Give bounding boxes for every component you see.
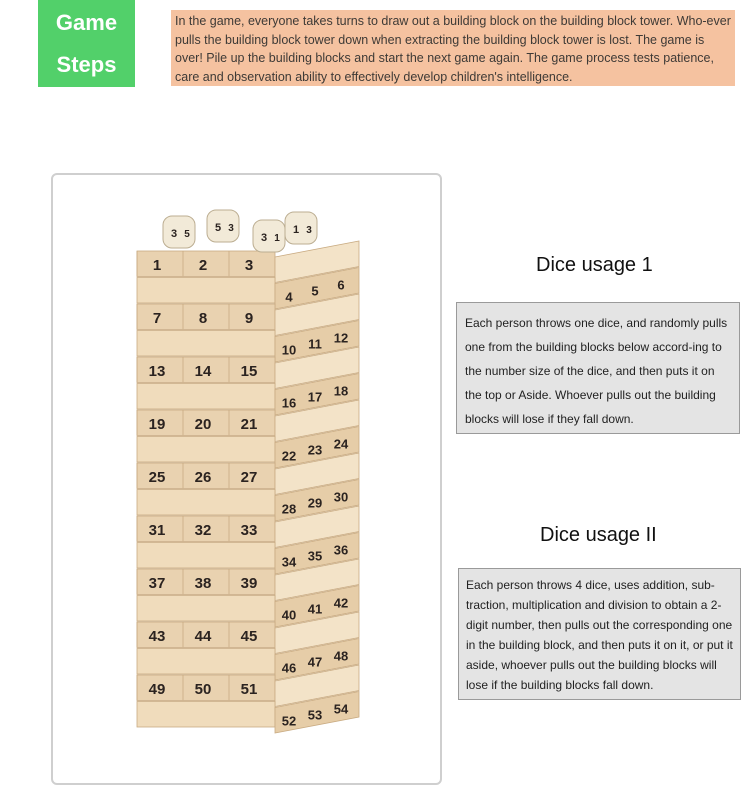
dice-usage-2-panel: [458, 568, 741, 700]
dice-face: 5: [214, 222, 222, 234]
block-number: 17: [307, 389, 323, 405]
dice: [207, 210, 239, 242]
block-number: 41: [307, 601, 323, 617]
block-number: 4: [285, 289, 293, 305]
intro-text: In the game, everyone takes turns to draw out a building block on the building block tower. Who-ever pulls the building block tower down when extracting the building block tower is lost. The game is over! Pile up the building blocks and start the next game again. The game process tests patience, care and observation ability to effectively develop children's intelligence.: [175, 14, 731, 84]
game-steps-badge: [38, 0, 135, 87]
block-row-front: [137, 384, 275, 410]
dice-face: 3: [260, 232, 268, 244]
dice-face: 1: [274, 233, 280, 244]
block-number: 21: [240, 416, 258, 433]
block-number: 52: [281, 713, 297, 729]
block-number: 12: [333, 330, 349, 346]
block-number: 29: [307, 495, 323, 511]
block-number: 19: [148, 416, 166, 433]
dice-usage-1-panel: [456, 302, 740, 434]
block-number: 7: [152, 310, 162, 327]
badge-line-2: Steps: [56, 51, 117, 77]
block-number: 23: [307, 442, 323, 458]
intro-text-block: [171, 10, 735, 86]
block-number: 8: [198, 310, 208, 327]
block-number: 39: [240, 575, 258, 592]
block-number: 40: [281, 607, 297, 623]
block-number: 42: [333, 595, 349, 611]
dice-usage-2-text: Each person throws 4 dice, uses addition, sub-traction, multiplication and division to obtain a 2-digit number, then pulls out the corresponding one in the building block, and then puts it on it, or put it aside, whoever pulls out the building blocks will lose if the building blocks fall down.: [466, 578, 733, 692]
block-number: 48: [333, 648, 349, 664]
block-number: 35: [307, 548, 323, 564]
block-row-front: [137, 490, 275, 516]
block-number: 34: [281, 554, 297, 570]
dice-face: 3: [228, 223, 234, 234]
block-number: 15: [240, 363, 258, 380]
block-number: 22: [281, 448, 297, 464]
block-number: 26: [194, 469, 212, 486]
badge-line-1: Game: [55, 9, 118, 35]
block-number: 20: [194, 416, 212, 433]
block-number: 16: [281, 395, 297, 411]
dice-face: 3: [170, 228, 178, 240]
block-number: 50: [194, 681, 212, 698]
block-row-front: [137, 278, 275, 304]
dice: [285, 212, 317, 244]
dice-face: 5: [184, 229, 190, 240]
dice-usage-1-text: Each person throws one dice, and randomly pulls one from the building blocks below accord-ing to the number size of the dice, and then puts it on the top or Aside. Whoever pulls out the building blocks will lose if they fall down.: [465, 316, 728, 426]
block-number: 25: [148, 469, 166, 486]
block-number: 36: [333, 542, 349, 558]
block-number: 6: [337, 277, 345, 293]
block-number: 54: [333, 701, 349, 717]
block-number: 43: [148, 628, 166, 645]
block-number: 14: [194, 363, 212, 380]
block-number: 18: [333, 383, 349, 399]
product-photo: [51, 173, 442, 785]
block-number: 49: [148, 681, 166, 698]
block-number: 33: [240, 522, 258, 539]
block-number: 2: [198, 257, 208, 274]
block-row-front: [137, 596, 275, 622]
block-row-front: [137, 331, 275, 357]
block-row-front: [137, 437, 275, 463]
block-number: 27: [240, 469, 258, 486]
block-number: 32: [194, 522, 212, 539]
block-number: 5: [311, 283, 319, 299]
block-number: 1: [152, 257, 162, 274]
block-number: 38: [194, 575, 212, 592]
block-number: 51: [240, 681, 258, 698]
block-number: 13: [148, 363, 166, 380]
block-number: 31: [148, 522, 166, 539]
dice-face: 3: [306, 225, 312, 236]
dice: [253, 220, 285, 252]
block-number: 24: [333, 436, 349, 452]
block-number: 30: [333, 489, 349, 505]
block-row-front: [137, 649, 275, 675]
dice: [163, 216, 195, 248]
block-tower-illustration: [53, 175, 440, 783]
block-number: 3: [244, 257, 254, 274]
block-number: 11: [308, 336, 322, 352]
dice-usage-1-title: Dice usage 1: [536, 254, 653, 276]
block-number: 47: [307, 654, 323, 670]
block-number: 46: [281, 660, 297, 676]
block-number: 9: [244, 310, 254, 327]
block-row-front: [137, 543, 275, 569]
block-number: 44: [194, 628, 212, 645]
block-number: 10: [281, 342, 297, 358]
block-number: 45: [240, 628, 258, 645]
block-number: 37: [148, 575, 166, 592]
dice-face: 1: [292, 224, 300, 236]
block-number: 53: [307, 707, 323, 723]
block-number: 28: [281, 501, 297, 517]
dice-usage-2-title: Dice usage II: [540, 524, 657, 546]
block-row-front: [137, 702, 275, 728]
